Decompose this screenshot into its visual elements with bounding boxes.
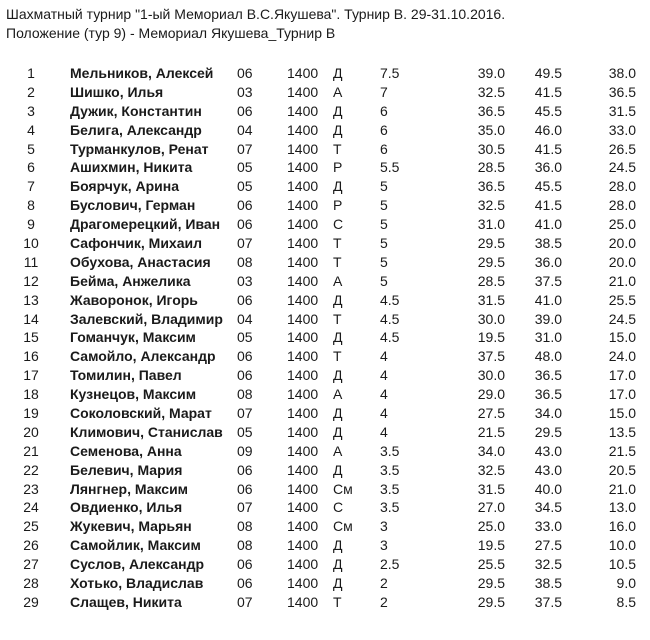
birth-year-cell: 08 (237, 518, 253, 535)
place-cell: 14 (23, 310, 39, 327)
table-row (0, 272, 650, 291)
rating-cell: 1400 (287, 518, 319, 535)
table-row (0, 158, 650, 177)
tiebreak-3-cell: 15.0 (608, 405, 636, 422)
tiebreak-1-cell: 21.5 (477, 423, 505, 440)
rating-cell: 1400 (287, 593, 319, 610)
tiebreak-3-cell: 38.0 (608, 65, 636, 81)
table-row (0, 593, 650, 612)
birth-year-cell: 06 (237, 65, 253, 81)
rating-cell: 1400 (287, 575, 319, 592)
player-name-cell: Бейма, Анжелика (70, 272, 191, 289)
place-cell: 8 (27, 197, 35, 214)
tiebreak-3-cell: 21.0 (608, 480, 636, 497)
tiebreak-1-cell: 32.5 (477, 83, 505, 100)
tiebreak-2-cell: 48.0 (534, 348, 562, 365)
player-name-cell: Лянгнер, Максим (70, 480, 189, 497)
tiebreak-1-cell: 29.5 (477, 575, 505, 592)
club-cell: Д (333, 367, 343, 384)
player-name-cell: Самойло, Александр (70, 348, 216, 365)
birth-year-cell: 03 (237, 272, 253, 289)
tiebreak-2-cell: 43.0 (534, 461, 562, 478)
place-cell: 21 (23, 442, 39, 459)
player-name-cell: Белига, Александр (70, 121, 202, 138)
place-cell: 12 (23, 272, 39, 289)
tiebreak-2-cell: 39.0 (534, 310, 562, 327)
points-cell: 6 (380, 140, 388, 157)
tiebreak-2-cell: 46.0 (534, 121, 562, 138)
birth-year-cell: 08 (237, 537, 253, 554)
club-cell: Р (333, 197, 343, 214)
birth-year-cell: 05 (237, 178, 253, 195)
tiebreak-1-cell: 30.0 (477, 310, 505, 327)
tiebreak-2-cell: 36.5 (534, 367, 562, 384)
tiebreak-2-cell: 41.5 (534, 83, 562, 100)
points-cell: 3.5 (380, 499, 400, 516)
points-cell: 4 (380, 423, 388, 440)
table-row (0, 442, 650, 461)
tiebreak-3-cell: 33.0 (608, 121, 636, 138)
rating-cell: 1400 (287, 197, 319, 214)
points-cell: 4 (380, 367, 388, 384)
player-name-cell: Жаворонок, Игорь (70, 291, 198, 308)
tiebreak-3-cell: 28.0 (608, 197, 636, 214)
place-cell: 7 (27, 178, 35, 195)
tiebreak-1-cell: 27.5 (477, 405, 505, 422)
tiebreak-2-cell: 36.0 (534, 159, 562, 176)
tiebreak-1-cell: 25.0 (477, 518, 505, 535)
club-cell: Д (333, 461, 343, 478)
points-cell: 4 (380, 405, 388, 422)
birth-year-cell: 03 (237, 83, 253, 100)
place-cell: 23 (23, 480, 39, 497)
tiebreak-3-cell: 17.0 (608, 367, 636, 384)
place-cell: 4 (27, 121, 35, 138)
rating-cell: 1400 (287, 556, 319, 573)
tiebreak-2-cell: 29.5 (534, 423, 562, 440)
tiebreak-2-cell: 36.0 (534, 253, 562, 270)
tiebreak-2-cell: 45.5 (534, 178, 562, 195)
place-cell: 24 (23, 499, 39, 516)
club-cell: Т (333, 348, 342, 365)
tiebreak-1-cell: 30.5 (477, 140, 505, 157)
tiebreak-3-cell: 20.0 (608, 253, 636, 270)
tiebreak-2-cell: 38.5 (534, 235, 562, 252)
club-cell: Д (333, 102, 343, 119)
table-row (0, 310, 650, 329)
place-cell: 18 (23, 386, 39, 403)
tiebreak-3-cell: 25.5 (608, 291, 636, 308)
place-cell: 13 (23, 291, 39, 308)
place-cell: 2 (27, 83, 35, 100)
club-cell: Т (333, 593, 342, 610)
place-cell: 16 (23, 348, 39, 365)
player-name-cell: Шишко, Илья (70, 83, 164, 100)
club-cell: С (333, 499, 344, 516)
birth-year-cell: 06 (237, 291, 253, 308)
table-row (0, 385, 650, 404)
tiebreak-3-cell: 13.5 (608, 423, 636, 440)
points-cell: 5 (380, 272, 388, 289)
points-cell: 3 (380, 537, 388, 554)
club-cell: Т (333, 310, 342, 327)
player-name-cell: Обухова, Анастасия (70, 253, 211, 270)
birth-year-cell: 06 (237, 197, 253, 214)
club-cell: А (333, 442, 343, 459)
points-cell: 4 (380, 386, 388, 403)
birth-year-cell: 06 (237, 556, 253, 573)
tiebreak-1-cell: 25.5 (477, 556, 505, 573)
player-name-cell: Сафончик, Михаил (70, 235, 203, 252)
club-cell: А (333, 386, 343, 403)
points-cell: 4.5 (380, 310, 400, 327)
tiebreak-2-cell: 41.0 (534, 216, 562, 233)
table-row (0, 536, 650, 555)
club-cell: Д (333, 405, 343, 422)
tiebreak-1-cell: 29.0 (477, 386, 505, 403)
club-cell: Р (333, 159, 343, 176)
tiebreak-1-cell: 31.0 (477, 216, 505, 233)
rating-cell: 1400 (287, 159, 319, 176)
tiebreak-2-cell: 49.5 (534, 65, 562, 81)
rating-cell: 1400 (287, 253, 319, 270)
club-cell: Д (333, 291, 343, 308)
points-cell: 2 (380, 575, 388, 592)
rating-cell: 1400 (287, 121, 319, 138)
club-cell: Д (333, 423, 343, 440)
player-name-cell: Слащев, Никита (70, 593, 182, 610)
birth-year-cell: 07 (237, 235, 253, 252)
tiebreak-1-cell: 31.5 (477, 291, 505, 308)
rating-cell: 1400 (287, 83, 319, 100)
rating-cell: 1400 (287, 102, 319, 119)
birth-year-cell: 07 (237, 499, 253, 516)
birth-year-cell: 04 (237, 310, 253, 327)
place-cell: 6 (27, 159, 35, 176)
tiebreak-3-cell: 26.5 (608, 140, 636, 157)
table-row (0, 574, 650, 593)
birth-year-cell: 07 (237, 140, 253, 157)
tiebreak-1-cell: 30.0 (477, 367, 505, 384)
tiebreak-3-cell: 20.5 (608, 461, 636, 478)
rating-cell: 1400 (287, 386, 319, 403)
tiebreak-1-cell: 29.5 (477, 593, 505, 610)
place-cell: 22 (23, 461, 39, 478)
place-cell: 19 (23, 405, 39, 422)
player-name-cell: Боярчук, Арина (70, 178, 180, 195)
tiebreak-3-cell: 31.5 (608, 102, 636, 119)
club-cell: Т (333, 235, 342, 252)
tiebreak-2-cell: 37.5 (534, 593, 562, 610)
tiebreak-3-cell: 24.0 (608, 348, 636, 365)
tiebreak-1-cell: 28.5 (477, 159, 505, 176)
table-row (0, 517, 650, 536)
table-row (0, 177, 650, 196)
place-cell: 17 (23, 367, 39, 384)
club-cell: С (333, 216, 344, 233)
player-name-cell: Буслович, Герман (70, 197, 196, 214)
tiebreak-2-cell: 34.5 (534, 499, 562, 516)
rating-cell: 1400 (287, 348, 319, 365)
points-cell: 5 (380, 235, 388, 252)
player-name-cell: Хотько, Владислав (70, 575, 204, 592)
tiebreak-2-cell: 33.0 (534, 518, 562, 535)
tiebreak-2-cell: 43.0 (534, 442, 562, 459)
player-name-cell: Овдиенко, Илья (70, 499, 183, 516)
birth-year-cell: 05 (237, 423, 253, 440)
tiebreak-2-cell: 38.5 (534, 575, 562, 592)
rating-cell: 1400 (287, 423, 319, 440)
tiebreak-2-cell: 41.5 (534, 197, 562, 214)
rating-cell: 1400 (287, 537, 319, 554)
table-row (0, 215, 650, 234)
table-row (0, 404, 650, 423)
player-name-cell: Мельников, Алексей (70, 65, 214, 81)
rating-cell: 1400 (287, 461, 319, 478)
tiebreak-2-cell: 36.5 (534, 386, 562, 403)
tiebreak-3-cell: 10.0 (608, 537, 636, 554)
birth-year-cell: 06 (237, 102, 253, 119)
table-row (0, 196, 650, 215)
place-cell: 20 (23, 423, 39, 440)
birth-year-cell: 05 (237, 329, 253, 346)
table-row (0, 347, 650, 366)
club-cell: Д (333, 537, 343, 554)
birth-year-cell: 08 (237, 253, 253, 270)
player-name-cell: Кузнецов, Максим (70, 386, 197, 403)
player-name-cell: Ашихмин, Никита (70, 159, 193, 176)
points-cell: 7.5 (380, 65, 400, 81)
tiebreak-1-cell: 27.0 (477, 499, 505, 516)
birth-year-cell: 07 (237, 405, 253, 422)
club-cell: См (333, 518, 353, 535)
player-name-cell: Томилин, Павел (70, 367, 182, 384)
standings-subtitle: Положение (тур 9) - Мемориал Якушева_Турнир В (6, 25, 336, 41)
club-cell: А (333, 272, 343, 289)
place-cell: 3 (27, 102, 35, 119)
table-row (0, 102, 650, 121)
birth-year-cell: 06 (237, 480, 253, 497)
tiebreak-1-cell: 36.5 (477, 102, 505, 119)
tiebreak-1-cell: 34.0 (477, 442, 505, 459)
points-cell: 5.5 (380, 159, 400, 176)
tiebreak-2-cell: 37.5 (534, 272, 562, 289)
birth-year-cell: 06 (237, 216, 253, 233)
place-cell: 27 (23, 556, 39, 573)
player-name-cell: Климович, Станислав (70, 423, 223, 440)
table-row (0, 121, 650, 140)
tiebreak-3-cell: 9.0 (616, 575, 636, 592)
tiebreak-1-cell: 35.0 (477, 121, 505, 138)
tiebreak-2-cell: 45.5 (534, 102, 562, 119)
tiebreak-3-cell: 20.0 (608, 235, 636, 252)
tiebreak-3-cell: 24.5 (608, 310, 636, 327)
table-row (0, 461, 650, 480)
tiebreak-3-cell: 15.0 (608, 329, 636, 346)
document-header (6, 5, 505, 43)
tiebreak-3-cell: 25.0 (608, 216, 636, 233)
points-cell: 4.5 (380, 291, 400, 308)
tiebreak-3-cell: 21.0 (608, 272, 636, 289)
club-cell: Д (333, 178, 343, 195)
table-row (0, 64, 650, 83)
points-cell: 2 (380, 593, 388, 610)
tiebreak-2-cell: 34.0 (534, 405, 562, 422)
points-cell: 4.5 (380, 329, 400, 346)
tiebreak-3-cell: 16.0 (608, 518, 636, 535)
tiebreak-2-cell: 41.5 (534, 140, 562, 157)
table-row (0, 83, 650, 102)
table-row (0, 140, 650, 159)
place-cell: 28 (23, 575, 39, 592)
tournament-title: Шахматный турнир "1-ый Мемориал В.С.Якушева". Турнир В. 29-31.10.2016. (6, 6, 506, 22)
points-cell: 5 (380, 253, 388, 270)
rating-cell: 1400 (287, 272, 319, 289)
place-cell: 15 (23, 329, 39, 346)
club-cell: Т (333, 253, 342, 270)
rating-cell: 1400 (287, 442, 319, 459)
place-cell: 9 (27, 216, 35, 233)
birth-year-cell: 08 (237, 386, 253, 403)
points-cell: 3 (380, 518, 388, 535)
table-row (0, 423, 650, 442)
place-cell: 10 (23, 235, 39, 252)
tiebreak-2-cell: 32.5 (534, 556, 562, 573)
tiebreak-3-cell: 28.0 (608, 178, 636, 195)
tiebreak-1-cell: 29.5 (477, 253, 505, 270)
place-cell: 29 (23, 593, 39, 610)
rating-cell: 1400 (287, 216, 319, 233)
table-row (0, 366, 650, 385)
player-name-cell: Дужик, Константин (70, 102, 202, 119)
club-cell: Т (333, 140, 342, 157)
tiebreak-1-cell: 36.5 (477, 178, 505, 195)
player-name-cell: Гоманчук, Максим (70, 329, 196, 346)
player-name-cell: Суслов, Александр (70, 556, 205, 573)
birth-year-cell: 07 (237, 593, 253, 610)
tiebreak-3-cell: 10.5 (608, 556, 636, 573)
points-cell: 3.5 (380, 461, 400, 478)
player-name-cell: Белевич, Мария (70, 461, 183, 478)
rating-cell: 1400 (287, 367, 319, 384)
rating-cell: 1400 (287, 178, 319, 195)
club-cell: Д (333, 65, 343, 81)
tiebreak-1-cell: 39.0 (477, 65, 505, 81)
points-cell: 3.5 (380, 480, 400, 497)
tiebreak-2-cell: 41.0 (534, 291, 562, 308)
points-cell: 5 (380, 178, 388, 195)
points-cell: 6 (380, 121, 388, 138)
table-row (0, 291, 650, 310)
rating-cell: 1400 (287, 405, 319, 422)
player-name-cell: Семенова, Анна (70, 442, 182, 459)
club-cell: Д (333, 121, 343, 138)
place-cell: 25 (23, 518, 39, 535)
tiebreak-3-cell: 21.5 (608, 442, 636, 459)
points-cell: 7 (380, 83, 388, 100)
points-cell: 6 (380, 102, 388, 119)
tiebreak-2-cell: 31.0 (534, 329, 562, 346)
place-cell: 11 (23, 253, 39, 270)
player-name-cell: Турманкулов, Ренат (70, 140, 209, 157)
birth-year-cell: 05 (237, 159, 253, 176)
place-cell: 26 (23, 537, 39, 554)
tiebreak-1-cell: 31.5 (477, 480, 505, 497)
birth-year-cell: 06 (237, 367, 253, 384)
birth-year-cell: 09 (237, 442, 253, 459)
tiebreak-3-cell: 17.0 (608, 386, 636, 403)
tiebreak-1-cell: 19.5 (477, 329, 505, 346)
tiebreak-3-cell: 13.0 (608, 499, 636, 516)
rating-cell: 1400 (287, 140, 319, 157)
table-row (0, 498, 650, 517)
club-cell: Д (333, 329, 343, 346)
player-name-cell: Залевский, Владимир (70, 310, 223, 327)
tiebreak-2-cell: 40.0 (534, 480, 562, 497)
points-cell: 5 (380, 197, 388, 214)
tiebreak-1-cell: 28.5 (477, 272, 505, 289)
place-cell: 1 (27, 65, 35, 81)
tiebreak-3-cell: 36.5 (608, 83, 636, 100)
table-row (0, 555, 650, 574)
rating-cell: 1400 (287, 291, 319, 308)
points-cell: 2.5 (380, 556, 400, 573)
tiebreak-1-cell: 32.5 (477, 197, 505, 214)
rating-cell: 1400 (287, 480, 319, 497)
tiebreak-1-cell: 19.5 (477, 537, 505, 554)
tiebreak-3-cell: 8.5 (616, 593, 636, 610)
player-name-cell: Самойлик, Максим (70, 537, 201, 554)
club-cell: А (333, 83, 343, 100)
rating-cell: 1400 (287, 310, 319, 327)
player-name-cell: Драгомерецкий, Иван (70, 216, 221, 233)
points-cell: 5 (380, 216, 388, 233)
birth-year-cell: 06 (237, 575, 253, 592)
rating-cell: 1400 (287, 329, 319, 346)
player-name-cell: Соколовский, Марат (70, 405, 212, 422)
tiebreak-2-cell: 27.5 (534, 537, 562, 554)
birth-year-cell: 04 (237, 121, 253, 138)
table-row (0, 253, 650, 272)
standings-table (0, 64, 650, 612)
rating-cell: 1400 (287, 499, 319, 516)
tiebreak-1-cell: 32.5 (477, 461, 505, 478)
place-cell: 5 (27, 140, 35, 157)
player-name-cell: Жукевич, Марьян (70, 518, 192, 535)
table-row (0, 328, 650, 347)
rating-cell: 1400 (287, 65, 319, 81)
birth-year-cell: 06 (237, 461, 253, 478)
rating-cell: 1400 (287, 235, 319, 252)
tiebreak-3-cell: 24.5 (608, 159, 636, 176)
club-cell: Д (333, 556, 343, 573)
club-cell: Д (333, 575, 343, 592)
points-cell: 4 (380, 348, 388, 365)
table-row (0, 480, 650, 499)
table-row (0, 234, 650, 253)
tiebreak-1-cell: 37.5 (477, 348, 505, 365)
tiebreak-1-cell: 29.5 (477, 235, 505, 252)
points-cell: 3.5 (380, 442, 400, 459)
club-cell: См (333, 480, 353, 497)
birth-year-cell: 06 (237, 348, 253, 365)
